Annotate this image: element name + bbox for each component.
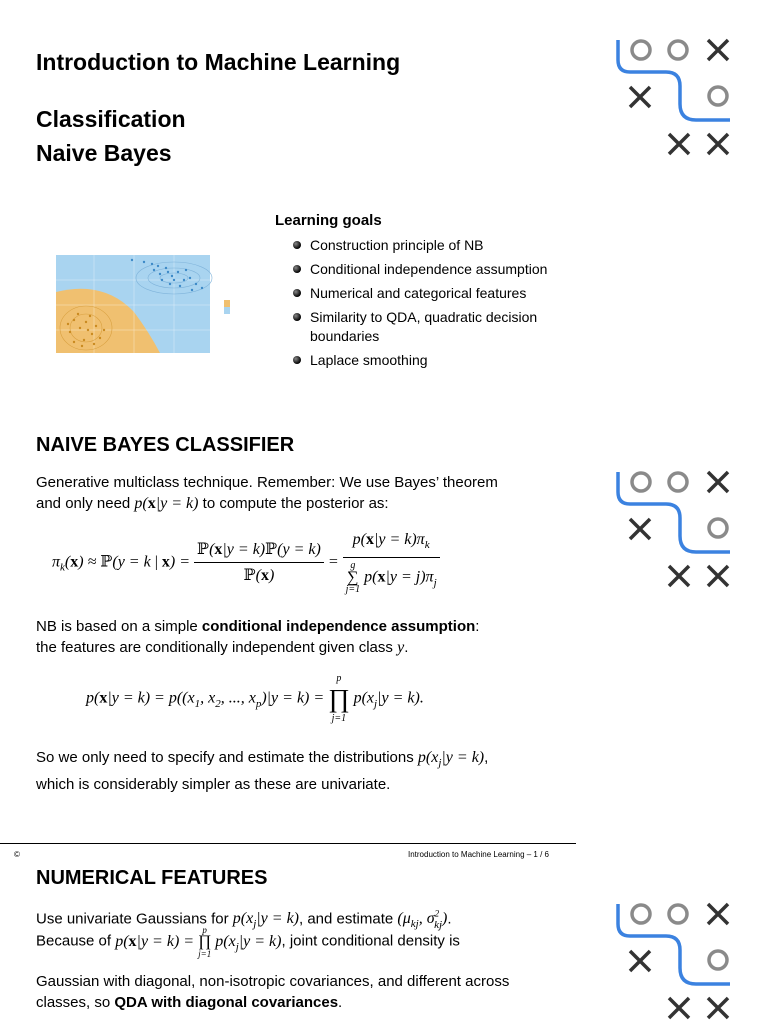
- text-span: .: [447, 910, 452, 928]
- list-item: Numerical and categorical features: [290, 284, 560, 303]
- nb-line-1a: NB is based on a simple: [36, 618, 202, 635]
- tictactoe-logo-icon: [608, 32, 738, 162]
- intro-paragraph: [36, 472, 576, 514]
- intro-line-2b: to compute the posterior as:: [198, 495, 389, 512]
- intro-line-1: Generative multiclass technique. Remember: We use Bayes’ theorem: [36, 474, 498, 491]
- list-item: Conditional independence assumption: [290, 260, 560, 279]
- tictactoe-logo-icon: [608, 464, 738, 594]
- text-span: classes, so: [36, 994, 115, 1011]
- chapter-title: Classification: [36, 106, 186, 132]
- nb-bold: conditional independence assumption: [201, 618, 476, 635]
- numerical-line-3: [36, 971, 576, 1013]
- text-span: , joint conditional density is: [281, 932, 460, 950]
- section-title: NAIVE BAYES CLASSIFIER: [36, 434, 295, 456]
- nb-line-2b: .: [404, 639, 409, 656]
- qda-bold: QDA with diagonal covariances: [114, 994, 339, 1011]
- so-line-1a: So we only need to specify and estimate the distributions: [36, 749, 418, 766]
- topic-title: Naive Bayes: [36, 140, 172, 166]
- text-span: Gaussian with diagonal, non-isotropic covariances, and different across: [36, 973, 510, 990]
- footer-divider: [0, 843, 576, 844]
- lecture-title: Introduction to Machine Learning: [36, 49, 401, 75]
- bayes-formula: $\pi_k(x)$ ≈ ℙ(y = k | x) = $\frac{\text{ℙ(x|y = k)ℙ(y = k)}}{\text{ℙ(x)}}$ = $p(x|y = k)\pi_k$ g ∑ j=1 $p(x|y = j)\pi_j$: [52, 530, 440, 595]
- intro-line-2a: and only need: [36, 495, 135, 512]
- univariate-paragraph: So we only need to specify and estimate the distributions $p(x_j|y = k)$, which is considerably simpler as these are univariate.: [36, 749, 489, 794]
- list-item: Construction principle of NB: [290, 236, 560, 255]
- independence-formula: $p(x|y = k) = p((x_1$, $x_2$, ..., $x_p)|y = k$) = p ∏ j=1 $p(x_j|y = k)$.: [86, 673, 424, 724]
- footer-page-info: Introduction to Machine Learning – 1 / 6: [408, 850, 549, 859]
- section-title: NUMERICAL FEATURES: [36, 867, 268, 889]
- text-span: .: [338, 994, 343, 1011]
- text-span: Because of: [36, 932, 116, 950]
- numerical-line-1: Use univariate Gaussians for $p(x_j|y = k)$, and estimate ($\mu_{kj}$, $\sigma^2_{kj}$).: [36, 909, 452, 931]
- naive-bayes-decision-plot: [34, 250, 244, 368]
- list-item: Similarity to QDA, quadratic decision boundaries: [290, 308, 560, 346]
- text-span: Use univariate Gaussians for: [36, 910, 233, 928]
- so-line-2: which is considerably simpler as these are univariate.: [36, 776, 391, 794]
- numerical-line-2: Because of p(x|y = k) = p ∏ j=1 $p(x_j|y = k)$, joint conditional density is: [36, 925, 460, 959]
- nb-colon: :: [475, 618, 480, 635]
- so-line-1b: ,: [484, 749, 489, 766]
- text-span: , and estimate: [299, 910, 398, 928]
- footer-copyright: ©: [14, 850, 20, 859]
- learning-goals-heading: Learning goals: [275, 212, 382, 229]
- list-item: Laplace smoothing: [290, 351, 560, 370]
- likelihood-expr: p(x|y = k): [134, 495, 199, 512]
- tictactoe-logo-icon: [608, 896, 738, 1024]
- learning-goals-list: [290, 236, 560, 375]
- nb-line-2a: the features are conditionally independent given class: [36, 639, 398, 656]
- independence-paragraph: NB is based on a simple conditional independence assumption: the features are conditionally independent given class y.: [36, 618, 480, 656]
